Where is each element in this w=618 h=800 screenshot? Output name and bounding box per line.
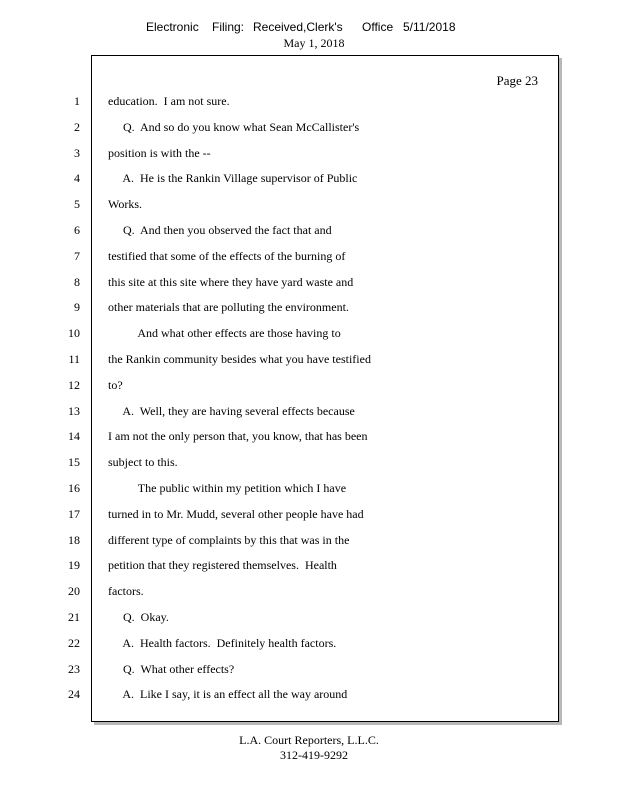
line-number: 22 bbox=[68, 635, 80, 650]
transcript-line: education. I am not sure. bbox=[108, 94, 230, 108]
filing-stamp-word: Received,Clerk's bbox=[253, 20, 343, 34]
line-number: 6 bbox=[74, 223, 80, 237]
line-number: 12 bbox=[68, 377, 80, 392]
line-number: 9 bbox=[74, 300, 80, 315]
transcript-line: The public within my petition which I have bbox=[108, 481, 347, 495]
transcript-line: A. He is the Rankin Village supervisor of Public bbox=[108, 171, 358, 186]
line-number: 4 bbox=[74, 171, 80, 186]
line-number: 16 bbox=[68, 481, 80, 495]
transcript-line: petition that they registered themselves. Health bbox=[108, 558, 337, 573]
transcript-line: And what other effects are those having to bbox=[108, 326, 341, 341]
court-reporter-phone: 312-419-9292 bbox=[280, 748, 348, 762]
transcript-line: I am not the only person that, you know, that has been bbox=[108, 429, 368, 444]
transcript-line: A. Like I say, it is an effect all the way around bbox=[108, 687, 348, 702]
transcript-line: turned in to Mr. Mudd, several other people have had bbox=[108, 506, 364, 521]
line-number: 17 bbox=[68, 506, 80, 521]
line-number: 19 bbox=[68, 558, 80, 573]
court-reporter-name: L.A. Court Reporters, L.L.C. bbox=[239, 733, 379, 747]
line-number: 3 bbox=[74, 145, 80, 160]
line-number: 23 bbox=[68, 661, 80, 676]
deposition-date: May 1, 2018 bbox=[283, 36, 345, 50]
transcript-line: to? bbox=[108, 377, 123, 392]
line-number: 18 bbox=[68, 532, 80, 547]
line-number: 15 bbox=[68, 455, 80, 470]
line-number: 21 bbox=[68, 610, 80, 624]
line-number: 2 bbox=[74, 119, 80, 134]
line-number: 5 bbox=[74, 197, 80, 212]
transcript-line: factors. bbox=[108, 584, 144, 599]
transcript-line: A. Health factors. Definitely health factors. bbox=[108, 635, 337, 650]
transcript-line: position is with the -- bbox=[108, 145, 211, 160]
line-number: 10 bbox=[68, 326, 80, 341]
transcript-line: Q. And then you observed the fact that and bbox=[108, 223, 332, 237]
filing-stamp-word: Filing: bbox=[212, 20, 245, 34]
line-number: 8 bbox=[74, 274, 80, 289]
filing-stamp-word: Electronic bbox=[146, 20, 199, 34]
transcript-line: Q. What other effects? bbox=[108, 661, 235, 676]
transcript-line: this site at this site where they have yard waste and bbox=[108, 274, 354, 289]
transcript-line: Q. Okay. bbox=[108, 610, 169, 624]
line-number: 13 bbox=[68, 403, 80, 418]
line-number: 7 bbox=[74, 248, 80, 263]
filing-stamp-date: 5/11/2018 bbox=[403, 20, 456, 34]
line-number: 20 bbox=[68, 584, 80, 599]
transcript-line: Works. bbox=[108, 197, 143, 212]
line-number: 1 bbox=[74, 94, 80, 108]
transcript-line: Q. And so do you know what Sean McCallister's bbox=[108, 119, 360, 134]
filing-stamp-word: Office bbox=[362, 20, 394, 34]
line-number: 14 bbox=[68, 429, 80, 444]
transcript-line: different type of complaints by this that was in the bbox=[108, 532, 350, 547]
page-number: Page 23 bbox=[496, 73, 538, 88]
transcript-line: the Rankin community besides what you have testified bbox=[108, 352, 371, 366]
transcript-line: subject to this. bbox=[108, 455, 178, 470]
line-number: 24 bbox=[68, 687, 80, 702]
line-number: 11 bbox=[68, 352, 80, 366]
transcript-line: A. Well, they are having several effects because bbox=[108, 403, 355, 418]
transcript-line: testified that some of the effects of the burning of bbox=[108, 248, 346, 263]
transcript-line: other materials that are polluting the environment. bbox=[108, 300, 349, 315]
